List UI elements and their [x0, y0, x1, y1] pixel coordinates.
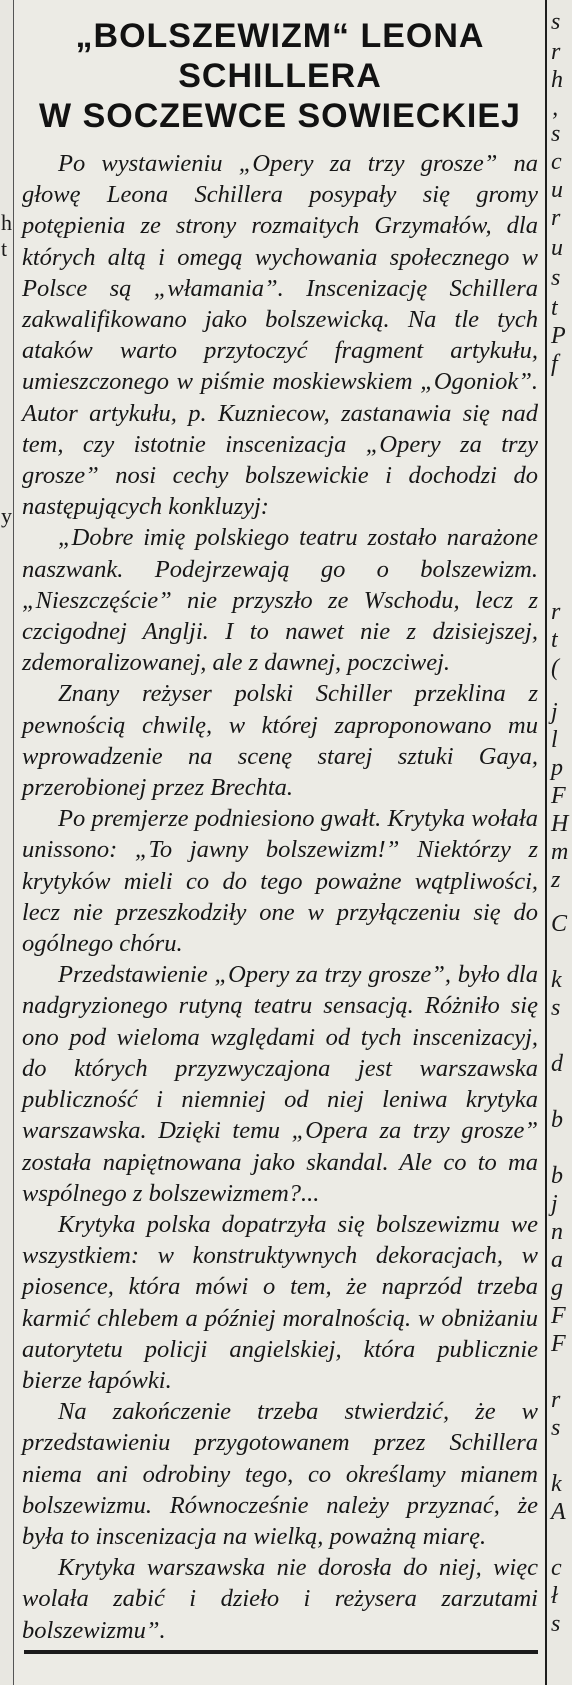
right-column-fragment: F — [551, 1303, 566, 1329]
article-paragraph: Przedstawienie „Opery za trzy grosze”, było dla nadgryzionego rutyną teatru sensacją. Różniło się ono pod wieloma względami od tych inscenizacyj, do których przyzwyczajona jest warszawska publiczność i niemniej od niej leniwa krytyka warszawska. Dzięki temu „Opera za trzy grosze” została napiętnowana jako skandal. Ale co to ma wspólnego z bolszewizmem?... — [22, 961, 538, 1207]
right-column-fragment: g — [551, 1275, 563, 1301]
right-column-fragment: s — [551, 1415, 561, 1441]
article-body — [22, 148, 538, 1646]
right-column-fragment: r — [551, 1387, 561, 1413]
right-column-fragment: ( — [551, 655, 559, 681]
right-column-fragment: k — [551, 967, 562, 993]
right-column-fragment: b — [551, 1107, 563, 1133]
right-column-fragment: r — [551, 205, 561, 231]
right-column-fragment: s — [551, 9, 561, 35]
right-column-fragment: a — [551, 1247, 563, 1273]
left-column-fragment: h — [1, 210, 12, 235]
article-paragraph: Po wystawieniu „Opery za trzy grosze” na głowę Leona Schillera posypały się gromy potępienia ze strony rozmaitych Grzymałów, dla których altą i omegą wychowania społecznego w Polsce są „włamania”. Inscenizację Schillera zakwalifikowano jako bolszewicką. Na tle tych ataków warto przytoczyć fragment artykułu, umieszczonego w piśmie moskiewskiem „Ogoniok”. Autor artykułu, p. Kuzniecow, zastanawia się nad tem, czy istotnie inscenizacja „Opery za trzy grosze” nosi cechy bolszewickie i dochodzi do następujących konkluzyj: — [22, 150, 538, 521]
right-column-fragment: l — [551, 727, 558, 753]
right-column-fragment: u — [551, 177, 563, 203]
article-paragraph: „Dobre imię polskiego teatru zostało narażone naszwank. Podejrzewają go o bolszewizm. „Nieszczęście” nie przyszło ze Wschodu, lecz z czcigodnej Anglji. I to nawet nie z dzisiejszej, zdemoralizowanej, ale z dawnej, poczciwej. — [22, 524, 538, 677]
right-column-fragment: m — [551, 839, 569, 865]
article-paragraph: Krytyka polska dopatrzyła się bolszewizmu we wszystkiem: w konstruktywnych dekoracjach, w piosence, która mówi o tem, że naprzód trzeba karmić chlebem a później moralnością. w obniżaniu autorytetu policji angielskiej, która publicznie bierze łapówki. — [22, 1210, 538, 1394]
headline-line-1: „BOLSZEWIZM“ LEONA SCHILLERA — [75, 17, 485, 95]
right-column-fragment: u — [551, 235, 563, 261]
right-column-fragment: b — [551, 1163, 563, 1189]
right-column-fragment: z — [551, 867, 561, 893]
right-column-fragment: p — [551, 755, 563, 781]
right-column-fragment: F — [551, 1331, 566, 1357]
right-column-fragment: s — [551, 995, 561, 1021]
left-column-fragment: y — [1, 503, 12, 528]
right-column-fragment: ł — [551, 1583, 558, 1609]
left-column-fragment: t — [1, 236, 8, 261]
right-column-fragment: s — [551, 1611, 561, 1637]
right-column-fragment: h — [551, 67, 563, 93]
right-column-fragment: C — [551, 911, 568, 937]
right-column-fragment: j — [551, 699, 558, 725]
right-column-fragment: P — [551, 323, 566, 349]
right-column-fragment: f — [551, 351, 558, 377]
headline — [22, 16, 538, 136]
right-column-fragment: A — [551, 1499, 566, 1525]
article-paragraph: Po premjerze podniesiono gwałt. Krytyka wołała unissono: „To jawny bolszewizm!” Niektórzy z krytyków mieli co do tego poważne wątpliwości, lecz nie przeszkodziły one w przyłączeniu się do ogólnego chóru. — [22, 805, 538, 958]
right-column-fragment: t — [551, 627, 558, 653]
headline-line-2: W SOCZEWCE SOWIECKIEJ — [39, 97, 521, 135]
adjacent-column-right — [545, 0, 572, 1685]
right-column-fragment: H — [551, 811, 569, 837]
right-column-fragment: r — [551, 599, 561, 625]
right-column-fragment: r — [551, 39, 561, 65]
right-column-fragment: c — [551, 149, 562, 175]
right-column-fragment: k — [551, 1471, 562, 1497]
right-column-fragment: F — [551, 783, 566, 809]
article-paragraph: Znany reżyser polski Schiller przeklina z pewnością chwilę, w której zaproponowano mu wprowadzenie na scenę starej sztuki Gaya, przerobionej przez Brechta. — [22, 680, 538, 802]
right-column-fragment: ‚ — [551, 95, 559, 121]
right-column-fragment: s — [551, 121, 561, 147]
right-column-fragment: j — [551, 1191, 558, 1217]
article-paragraph: Krytyka warszawska nie dorosła do niej, więc wolała zabić i dzieło i reżysera zarzutami bolszewizmu”. — [22, 1554, 538, 1644]
bottom-rule — [24, 1650, 538, 1654]
right-column-fragment: c — [551, 1555, 562, 1581]
adjacent-column-left — [0, 0, 14, 1685]
article — [22, 16, 538, 1646]
right-column-fragment: n — [551, 1219, 563, 1245]
right-column-fragment: s — [551, 265, 561, 291]
right-column-fragment: d — [551, 1051, 563, 1077]
right-column-fragment: t — [551, 295, 558, 321]
article-paragraph: Na zakończenie trzeba stwierdzić, że w przedstawieniu przygotowanem przez Schillera niema ani odrobiny tego, co określamy mianem bolszewizmu. Równocześnie należy przyznać, że była to inscenizacja na wielką, poważną miarę. — [22, 1398, 538, 1550]
